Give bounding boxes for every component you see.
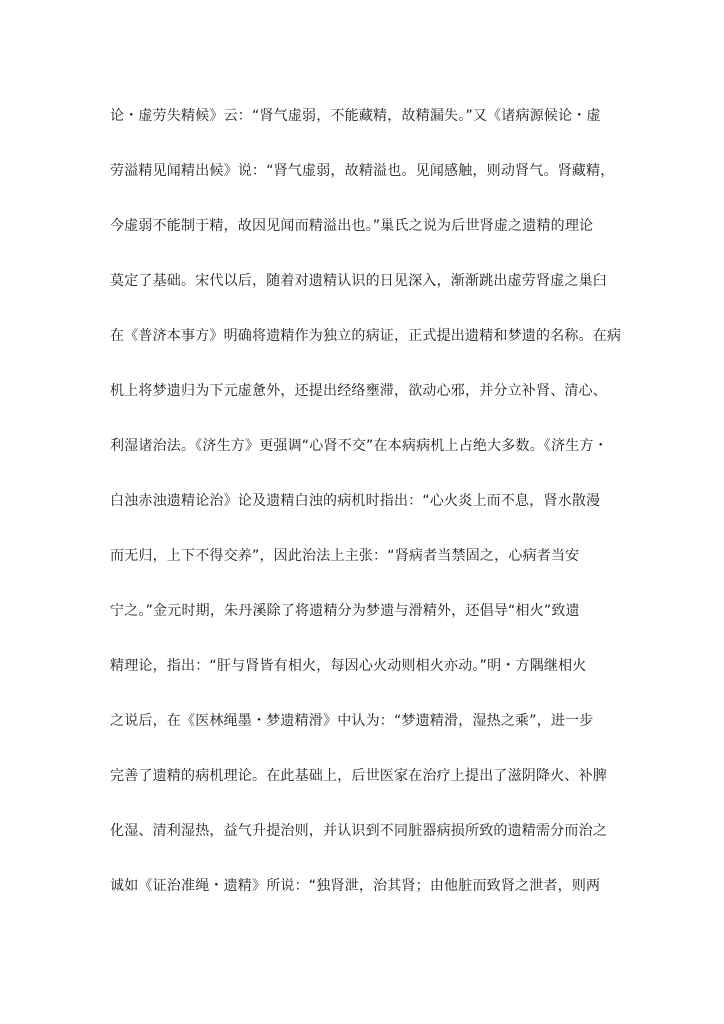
text-line: 利湿诸治法。《济生方》更强调“心肾不交”在本病病机上占绝大多数。《济生方・	[110, 438, 608, 454]
text-line: 在《普济本事方》明确将遗精作为独立的病证，正式提出遗精和梦遗的名称。在病	[110, 328, 622, 344]
text-line: 化湿、清利湿热，益气升提治则，并认识到不同脏器病损所致的遗精需分而治之	[110, 823, 607, 839]
text-line: 劳溢精见闻精出候》说：“肾气虚弱，故精溢也。见闻感触，则动肾气。肾藏精，	[110, 163, 615, 179]
text-line: 今虚弱不能制于精，故因见闻而精溢出也。”巢氏之说为后世肾虚之遗精的理论	[110, 218, 594, 234]
text-line: 精理论，指出：“肝与肾皆有相火，每因心火动则相火亦动。”明・方隅继相火	[110, 658, 587, 674]
text-line: 机上将梦遗归为下元虚惫外，还提出经络壅滞，欲动心邪，并分立补肾、清心、	[110, 383, 607, 399]
text-line: 宁之。”金元时期，朱丹溪除了将遗精分为梦遗与滑精外，还倡导“相火”致遗	[110, 603, 580, 619]
text-line: 莫定了基础。宋代以后，随着对遗精认识的日见深入，渐渐跳出虚劳肾虚之巢臼	[110, 273, 607, 289]
text-line: 白浊赤浊遗精论治》论及遗精白浊的病机时指出：“心火炎上而不息，肾水散漫	[110, 493, 601, 509]
text-line: 诚如《证治准绳・遗精》所说：“独肾泄，治其肾；由他脏而致肾之泄者，则两	[110, 878, 601, 894]
text-line: 之说后，在《医林绳墨・梦遗精滑》中认为：“梦遗精滑，湿热之乘”，进一步	[110, 713, 594, 729]
text-line: 完善了遗精的病机理论。在此基础上，后世医家在治疗上提出了滋阴降火、补脾	[110, 768, 607, 784]
text-line: 论・虚劳失精候》云：“肾气虚弱，不能藏精，故精漏失。”又《诸病源候论・虚	[110, 108, 601, 124]
text-line: 而无归，上下不得交养”，因此治法上主张：“肾病者当禁固之，心病者当安	[110, 548, 580, 564]
